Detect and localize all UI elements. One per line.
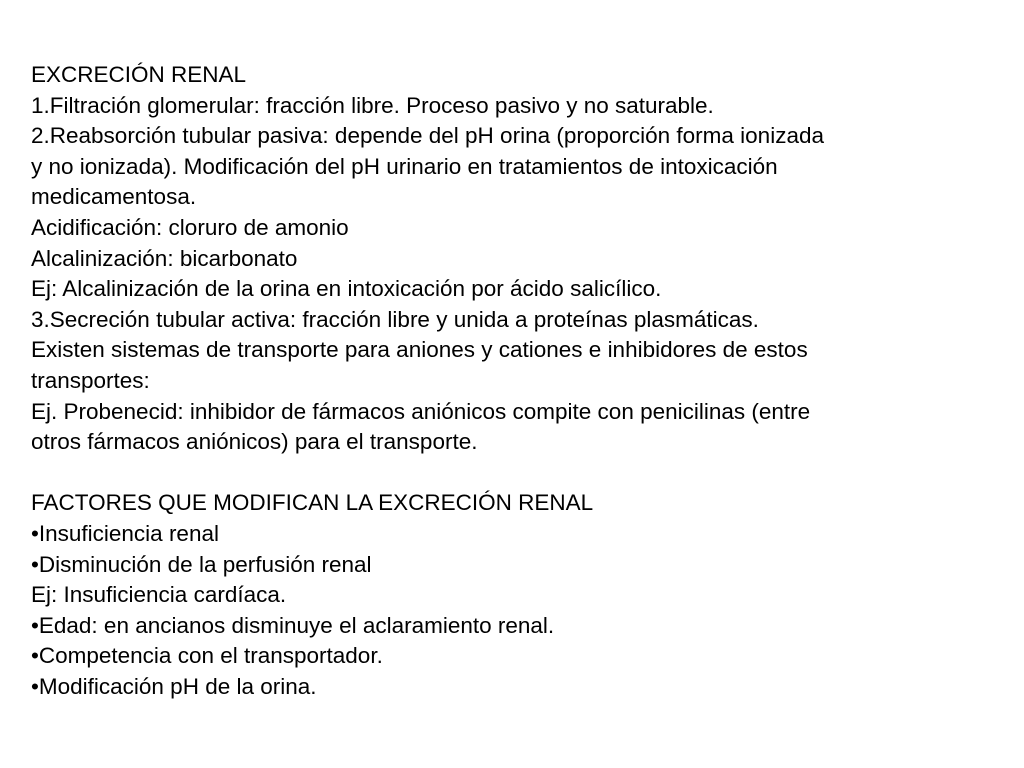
text-line: medicamentosa. <box>31 184 197 210</box>
text-line: Ej: Insuficiencia cardíaca. <box>31 582 287 608</box>
text-line: 3.Secreción tubular activa: fracción libre y unida a proteínas plasmáticas. <box>31 306 759 332</box>
text-line: 2.Reabsorción tubular pasiva: depende del pH orina (proporción forma ionizada <box>31 123 824 149</box>
section-heading-excrecion-renal: EXCRECIÓN RENAL <box>31 62 247 87</box>
text-line: 1.Filtración glomerular: fracción libre. Proceso pasivo y no saturable. <box>31 92 714 118</box>
bullet-item: •Competencia con el transportador. <box>31 643 383 669</box>
bullet-item: •Disminución de la perfusión renal <box>31 551 372 577</box>
text-line: Ej. Probenecid: inhibidor de fármacos aniónicos compite con penicilinas (entre <box>31 398 811 424</box>
text-line: Acidificación: cloruro de amonio <box>31 214 349 240</box>
section-spacer <box>31 458 991 489</box>
text-line: Alcalinización: bicarbonato <box>31 245 298 271</box>
section-heading-factores: FACTORES QUE MODIFICAN LA EXCRECIÓN RENAL <box>31 490 594 516</box>
bullet-item: •Modificación pH de la orina. <box>31 673 317 699</box>
text-line: Ej: Alcalinización de la orina en intoxicación por ácido salicílico. <box>31 276 662 302</box>
bullet-item: •Insuficiencia renal <box>31 520 219 546</box>
bullet-item: •Edad: en ancianos disminuye el aclaramiento renal. <box>31 612 555 638</box>
text-line: transportes: <box>31 367 150 393</box>
text-line: y no ionizada). Modificación del pH urinario en tratamientos de intoxicación <box>31 153 778 179</box>
text-line: otros fármacos aniónicos) para el transporte. <box>31 429 478 455</box>
slide-body <box>31 60 991 702</box>
text-line: Existen sistemas de transporte para aniones y cationes e inhibidores de estos <box>31 337 808 363</box>
